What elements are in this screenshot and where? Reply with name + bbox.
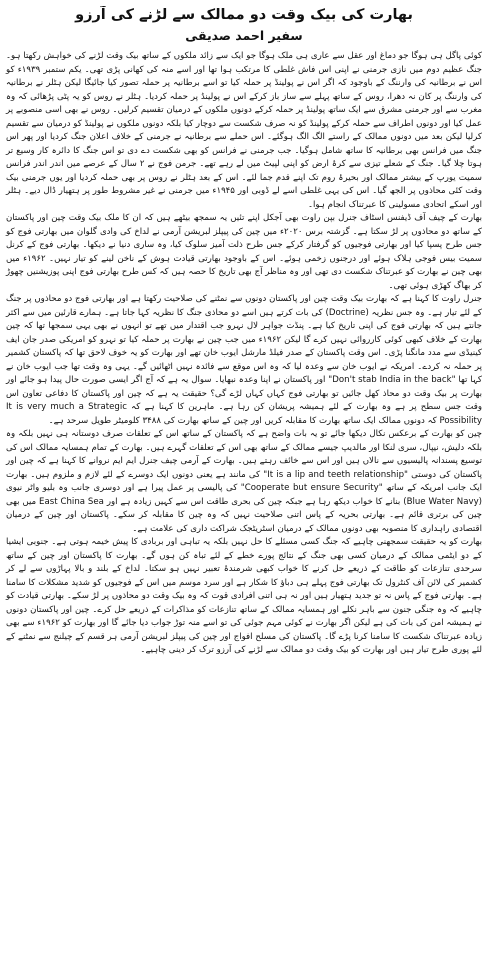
article-paragraph: چین کو بھارت کے برعکس نکال دیکھا جائے تو یہ بات واضح ہے کہ پاکستان کے ساتھ اس کے تعلقات صرف دوستانہ ہی نہیں بلکہ وہ بلکہ دلیش، نیپال، سری لنکا اور مالدیپ جیسے ممالک کے ساتھ بھی اس کے تعلقات گہرے ہیں۔ بھارت کے تمام ہمسایہ ممالک اس کی توسیع پسندانہ پالیسیوں سے نالاں ہیں اور اس سے خائف رہتے ہیں۔ بھارت کے آرمی چیف جنرل ایم ایم نروانے کا کہنا ہے کہ چین اور پاکستان کی دوستی "It is a lip and teeth relationship" کی مانند ہے یعنی دونوں ایک دوسرے کے لئے لازم و ملزوم ہیں۔ بھارت ایک جانب امریکہ کے ساتھ "Cooperate but ensure Security" کی پالیسی پر عمل پیرا ہے اور دوسری جانب وہ بلیو واٹر نیوی (Blue Water Navy) بنانے کا خواب دیکھ رہا ہے جبکہ چین کی بحری طاقت اس سے کہیں زیادہ ہے اور East China Sea میں بھی چین کی برتری قائم ہے۔ بھارتی بحریہ کے پاس اتنی صلاحیت نہیں کہ وہ چین کا مقابلہ کر سکے۔ پاکستان اور چین کے درمیان اقتصادی راہداری کا منصوبہ بھی دونوں ممالک کے درمیان اسٹریٹجک شراکت داری کی علامت ہے۔ [6, 429, 483, 534]
article-body [6, 50, 482, 658]
article-headline: بھارت کی بیک وقت دو ممالک سے لڑنے کی آرزو [75, 7, 413, 23]
article-paragraph: بھارت کو یہ حقیقت سمجھنی چاہیے کہ جنگ کسی مسئلے کا حل نہیں بلکہ یہ تباہی اور بربادی کا پیش خیمہ ہوتی ہے۔ جنوبی ایشیا کے دو ایٹمی ممالک کے درمیان کسی بھی جنگ کے نتائج پورے خطے کے لئے تباہ کن ہوں گے۔ بھارت کا پاکستان اور چین کے ساتھ سرحدی تنازعات کو طاقت کے ذریعے حل کرنے کا خواب کبھی شرمندۂ تعبیر نہیں ہو سکتا۔ لداخ کے بلند و بالا پہاڑوں سے لے کر کشمیر کی لائن آف کنٹرول تک بھارتی فوج پہلے ہی دباؤ کا شکار ہے اور سرد موسم میں اس کے فوجیوں کو شدید مشکلات کا سامنا ہے۔ بھارتی فوج کے پاس نہ تو جدید ہتھیار ہیں اور نہ ہی اتنی افرادی قوت کہ وہ بیک وقت دو محاذوں پر لڑ سکے۔ بھارتی قیادت کو چاہیے کہ وہ جنگی جنون سے باہر نکلے اور ہمسایہ ممالک کے ساتھ تنازعات کو مذاکرات کے ذریعے حل کرے۔ چین اور پاکستان دونوں نے ہمیشہ امن کی بات کی ہے لیکن اگر بھارت نے کوئی مہم جوئی کی تو اسے منہ توڑ جواب دیا جائے گا اور بھارت کو ۱۹۶۲ء سے بھی زیادہ عبرتناک شکست کا سامنا کرنا پڑے گا۔ پاکستان کی مسلح افواج اور چین کی پیپلز لبریشن آرمی ہر قسم کے چیلنج سے نمٹنے کے لئے پوری طرح تیار ہیں اور بھارت کو بیک وقت دو ممالک سے لڑنے کی آرزو ترک کر دینی چاہیے۔ [6, 537, 482, 655]
article-paragraph: کوئی پاگل ہی ہوگا جو دماغ اور عقل سے عاری ہی ملک ہوگا جو ایک سے زائد ملکوں کے ساتھ بیک وقت لڑنے کی خواہش رکھتا ہو۔ جنگ عظیم دوم میں نازی جرمنی نے اپنی اس فاش غلطی کا مرتکب ہوا تھا اور اسے منہ کی کھانی پڑی تھی۔ یکم ستمبر ۱۹۳۹ء کو اس نے برطانیہ کی وارننگ کے باوجود کہ اگر اس نے پولینڈ پر حملہ کیا تو اسے برطانیہ پر حملہ تصور کیا جائیگا لیکن ہٹلر نے برطانیہ کی وارننگ پر کان نہ دھرا، روس کے ساتھ پہلے سے ساز باز کرکے اس نے پولینڈ پر حملہ کردیا۔ ہٹلر نے روس کو یہ پٹی پڑھائی کہ وہ مغرب سے اور جرمنی مشرق سے ایک ساتھ پولینڈ پر حملہ کرکے دونوں ملکوں کے درمیان تقسیم کرلیں۔ روس نے بھی اسی منصوبے پر عمل کیا اور دونوں اطراف سے حملہ کرکے پولینڈ کو نہ صرف شکست سے دوچار کیا بلکہ دونوں ملکوں نے پولینڈ کو درمیان سے تقسیم کرلیا لیکن بعد میں دونوں ممالک کے راستے الگ الگ ہوگئے۔ اس حملے سے برطانیہ نے جرمنی کے خلاف اعلان جنگ کردیا اور پھر اس جنگ میں فرانس بھی برطانیہ کا ساتھ شامل ہوگیا۔ جب جرمنی نے فرانس کو بھی شکست دے دی تو اس جنگ کا دائرہ کار وسیع تر ہوتا چلا گیا۔ جنگ کے شعلے تیزی سے کرۂ ارض کو اپنی لپیٹ میں لے رہے تھے۔ جرمن فوج نے ۲ سال کے عرصے میں اندر اندر فرانس سمیت یورپ کے بیشتر ممالک اور بحیرۂ روم تک اپنے قدم جما لئے۔ اس کے بعد ہٹلر نے روس پر بھی حملہ کردیا اور یوں جرمنی بیک وقت کئی محاذوں پر الجھ گیا۔ اس کی یہی غلطی اسے لے ڈوبی اور ۱۹۴۵ء میں جرمنی نے غیر مشروط طور پر ہتھیار ڈال دیے۔ ہٹلر اور اسکے اتحادی مسولینی کا عبرتناک انجام ہوا۔ [6, 51, 482, 210]
article-paragraph: جنرل راوت کا کہنا ہے کہ بھارت بیک وقت چین اور پاکستان دونوں سے نمٹنے کی صلاحیت رکھتا ہے اور بھارتی فوج دو محاذوں پر جنگ کے لئے تیار ہے۔ وہ جس نظریہ (Doctrine) کی بات کرتے ہیں اسے دو محاذی جنگ کا نظریہ کہا جاتا ہے۔ ہمارے قارئین میں سے اکثر جانتے ہیں کہ بھارتی فوج کی اپنی تاریخ کیا ہے۔ پنڈت جواہر لال نہرو جب اقتدار میں تھے تو انہوں نے بھی یہی سمجھا تھا کہ چین بھارت کے خلاف کبھی کوئی کارروائی نہیں کرے گا لیکن ۱۹۶۲ء میں جب چین نے بھارت پر حملہ کیا تو نہرو کو امریکی صدر جان ایف کینیڈی سے مدد مانگنا پڑی۔ اس وقت پاکستان کے صدر فیلڈ مارشل ایوب خان تھے اور بھارت کو یہ خوف لاحق تھا کہ پاکستان کشمیر پر حملہ نہ کردے۔ امریکہ نے ایوب خان سے وعدہ لیا کہ وہ اس موقع سے فائدہ نہیں اٹھائیں گے۔ یہی وہ وقت تھا جب ایوب خان نے کہا تھا "Don't stab India in the back" اور پاکستان نے اپنا وعدہ نبھایا۔ سوال یہ ہے کہ آج اگر ایسی صورت حال پیدا ہو جائے اور بھارت پر بیک وقت دو محاذ کھل جائیں تو بھارتی فوج کہاں کہاں لڑے گی؟ حقیقت یہ ہے کہ چین اور پاکستان کا دفاعی تعاون اس وقت جس سطح پر ہے وہ بھارت کے لئے ہمیشہ پریشان کن رہا ہے۔ ماہرین کا کہنا ہے کہ It is very much a Strategic Possibility کہ دونوں ممالک ایک ساتھ بھارت کا مقابلہ کریں اور چین کے ساتھ بھارت کی ۳۴۸۸ کلومیٹر طویل سرحد ہے۔ [6, 294, 483, 426]
article-paragraph: بھارت کے چیف آف ڈیفنس اسٹاف جنرل بپن راوت بھی آجکل اپنے تئیں یہ سمجھ بیٹھے ہیں کہ ان کا ملک بیک وقت چین اور پاکستان کے ساتھ دو محاذوں پر لڑ سکتا ہے۔ گزشتہ برس ۲۰۲۰ء میں چین کی پیپلز لبریشن آرمی نے لداخ کی وادی گلوان میں بھارتی فوج کو جس طرح پسپا کیا اور بھارتی فوجیوں کو گرفتار کرکے جس طرح ذلت آمیز سلوک کیا، وہ ساری دنیا نے دیکھا۔ بھارتی فوج کے کرنل سمیت بیس فوجی ہلاک ہوئے اور درجنوں زخمی ہوئے۔ اس کے باوجود بھارتی قیادت ہوش کے ناخن لینے کو تیار نہیں۔ ۱۹۶۲ء میں بھی چین نے بھارت کو عبرتناک شکست دی تھی اور وہ مناظر آج بھی تاریخ کا حصہ ہیں کہ کس طرح بھارتی فوج اپنی پوزیشنیں چھوڑ کر بھاگ کھڑی ہوئی تھی۔ [6, 213, 482, 291]
article-byline: سفیر احمد صدیقی [185, 28, 303, 43]
